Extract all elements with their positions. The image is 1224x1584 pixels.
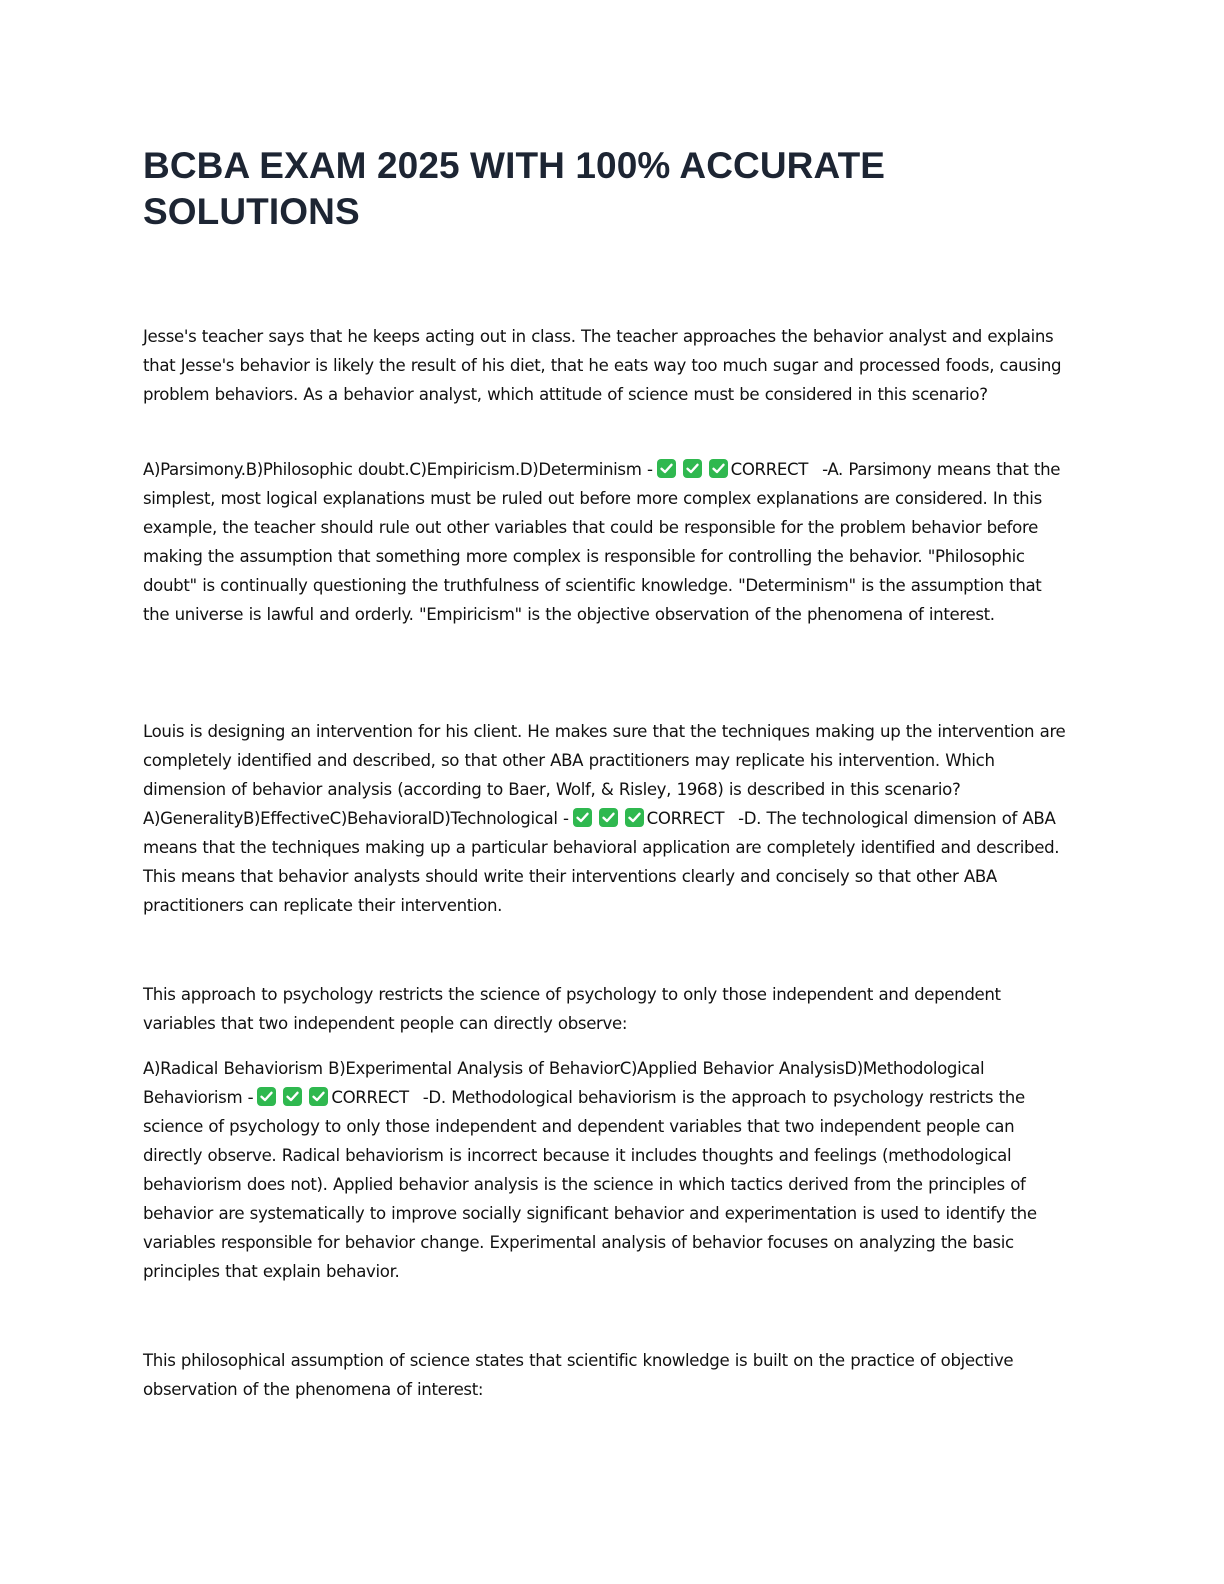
answer-choices: A)Parsimony.B)Philosophic doubt.C)Empiricism.D)Determinism - [143, 460, 653, 479]
check-mark-icon [657, 459, 676, 478]
answer-explanation: -D. The technological dimension of ABA means that the techniques making up a particular behavioral application are completely identified and described. This means that behavior analysts should write their interventions clearly and concisely so that other ABA practitioners can replicate their intervention. [143, 809, 1060, 915]
question-1-answer [143, 455, 1073, 629]
answer-explanation: -A. Parsimony means that the simplest, most logical explanations must be ruled out before more complex explanations are considered. In this example, the teacher should rule out other variables that could be responsible for the problem behavior before making the assumption that something more complex is responsible for controlling the behavior. "Philosophic doubt" is continually questioning the truthfulness of scientific knowledge. "Determinism" is the assumption that the universe is lawful and orderly. "Empiricism" is the objective observation of the phenomena of interest. [143, 460, 1061, 624]
question-3-answer [143, 1054, 1073, 1286]
check-mark-icon [257, 1087, 276, 1106]
document-title: BCBA EXAM 2025 WITH 100% ACCURATE SOLUTIONS [143, 145, 886, 232]
answer-explanation: -D. Methodological behaviorism is the approach to psychology restricts the science of psychology to only those independent and dependent variables that two independent people can directly observe. Radical behaviorism is incorrect because it includes thoughts and feelings (methodological behaviorism does not). Applied behavior analysis is the science in which tactics derived from the principles of behavior are systematically to improve socially significant behavior and experimentation is used to identify the variables responsible for behavior change. Experimental analysis of behavior focuses on analyzing the basic principles that explain behavior. [143, 1088, 1037, 1281]
check-mark-icon [625, 808, 644, 827]
correct-label: CORRECT [646, 809, 725, 828]
correct-label: CORRECT [730, 460, 809, 479]
check-mark-icon [709, 459, 728, 478]
question-1-text: Jesse's teacher says that he keeps acting out in class. The teacher approaches the behavior analyst and explains that Jesse's behavior is likely the result of his diet, that he eats way too much sugar and processed foods, causing problem behaviors. As a behavior analyst, which attitude of science must be considered in this scenario? [143, 327, 1062, 404]
question-2-prompt: Louis is designing an intervention for his client. He makes sure that the techniques making up the intervention are completely identified and described, so that other ABA practitioners may replicate his intervention. Which dimension of behavior analysis (according to Baer, Wolf, & Risley, 1968) is described in this scenario? A)GeneralityB)EffectiveC)BehavioralD)Technological - [143, 722, 1066, 828]
check-mark-icon [573, 808, 592, 827]
question-4-text: This philosophical assumption of science states that scientific knowledge is built on the practice of objective observation of the phenomena of interest: [143, 1351, 1014, 1399]
check-mark-icon [599, 808, 618, 827]
question-2-text [143, 717, 1073, 920]
question-3-text: This approach to psychology restricts the science of psychology to only those independent and dependent variables that two independent people can directly observe: [143, 985, 1001, 1033]
check-mark-icon [683, 459, 702, 478]
answer-choices: A)Radical Behaviorism B)Experimental Analysis of BehaviorC)Applied Behavior AnalysisD)Methodological Behaviorism - [143, 1059, 985, 1107]
correct-label: CORRECT [331, 1088, 409, 1107]
check-mark-icon [283, 1087, 302, 1106]
check-mark-icon [309, 1087, 328, 1106]
